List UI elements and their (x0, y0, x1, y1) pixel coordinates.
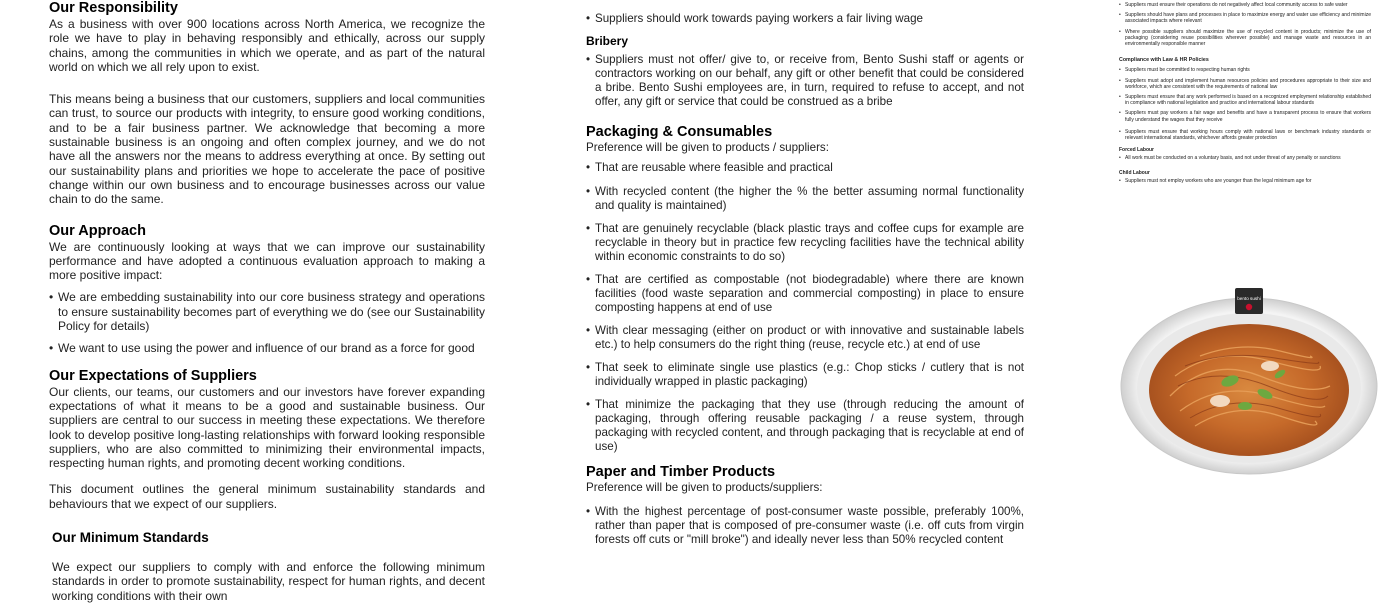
heading-forced-labour: Forced Labour (1119, 147, 1155, 154)
paragraph-minimum-standards: We expect our suppliers to comply with and enforce the following minimum standards in order to promote sustainability, respect for human rights, and decent working conditions with their own (52, 560, 485, 603)
left-column (49, 0, 485, 603)
packaging-item-single-use-plastics: • That seek to eliminate single use plastics (e.g.: Chop sticks / cutlery that is not individually wrapped in plastic packaging) (586, 361, 1024, 389)
paragraph-document-outlines: This document outlines the general minimum sustainability standards and behaviours that we expect of our suppliers. (49, 482, 485, 511)
paragraph-expectations: Our clients, our teams, our customers and our investors have forever expanding expectations of what it means to be a good and sustainable business. Our suppliers are central to our success in meeting these expectations. We therefore look to develop positive long-lasting relationships with forward looking responsible suppliers, who are also committed to minimizing their environmental impacts, respecting human rights, and promoting decent working conditions. (49, 384, 485, 471)
heading-compliance-law: Compliance with Law & HR Policies (1119, 57, 1209, 64)
paragraph-responsibility: As a business with over 900 locations across North America, we recognize the role we have to play in behaving responsibly and ethically, across our supply chains, among the communities in which we operate, and as part of the natural world on which we all rely upon to exist. (49, 17, 485, 74)
paragraph-this-means: This means being a business that our customers, suppliers and local communities can trust, to source our products with integrity, to ensure good working conditions, and to be a fair business partner. We acknowledge that becoming a more sustainable business is an ongoing and often complex journey, and we do not have all the answers nor the means to address everything at once. By setting out our sustainability plans and priorities we hope to accelerate the pace of positive change within our own business and to encourage businesses across our value chain to do the same. (49, 92, 485, 207)
bullet-living-wage: • Suppliers should work towards paying workers a fair living wage (586, 12, 1024, 26)
bullet-energy-water: • Suppliers should have plans and processes in place to maximize energy and water use efficiency and minimize associated impacts where relevant (1119, 12, 1371, 24)
bullet-safe-water: • Suppliers must ensure their operations do not negatively affect local community access to safe water (1119, 2, 1371, 8)
bullet-bribery: • Suppliers must not offer/ give to, or receive from, Bento Sushi staff or agents or contractors working on our behalf, any gift or other benefit that could be considered a bribe. Bento Sushi employees are, in turn, required to refuse to accept, and not offer, any gift or service that could be construed as a bribe (586, 53, 1024, 109)
heading-child-labour: Child Labour (1119, 169, 1150, 176)
paper-preference-intro: Preference will be given to products/suppliers: (586, 481, 823, 494)
bullet-voluntary-basis: • All work must be conducted on a voluntary basis, and not under threat of any penalty or sanctions (1119, 155, 1371, 161)
bullet-working-hours: • Suppliers must ensure that working hours comply with national laws or benchmark industry standards or relevant international standards, whichever affords greater protection (1119, 129, 1371, 141)
bullet-fair-wage: • Suppliers must pay workers a fair wage and benefits and have a transparent process to ensure that workers fully understand the wages that they receive (1119, 110, 1371, 122)
bullet-brand-power: • We want to use using the power and influence of our brand as a force for good (49, 341, 485, 355)
heading-minimum-standards: Our Minimum Standards (52, 530, 209, 546)
middle-column (586, 0, 1024, 546)
bullet-human-rights: • Suppliers must be committed to respecting human rights (1119, 67, 1371, 73)
bullet-hr-policies: • Suppliers must adopt and implement human resources policies and procedures appropriate to their size and workforce, which are consistent with the requirements of national law (1119, 78, 1371, 90)
packaging-item-clear-messaging: • With clear messaging (either on product or with innovative and sustainable labels etc.) to help consumers do the right thing (reuse, recycle etc.) at end of use (586, 324, 1024, 352)
paper-item-post-consumer: • With the highest percentage of post-consumer waste possible, preferably 100%, rather than paper that is composed of pre-consumer waste (i.e. off cuts from virgin forests off cuts or "mill broke") and ideally never less than 50% recycled content (586, 505, 1024, 547)
heading-bribery: Bribery (586, 34, 629, 48)
heading-packaging-consumables: Packaging & Consumables (586, 124, 773, 140)
right-column (1119, 0, 1371, 280)
heading-our-approach: Our Approach (49, 222, 146, 239)
packaging-item-compostable: • That are certified as compostable (not biodegradable) where there are known facilities (food waste separation and commercial composting) in place to ensure composting happens at end of use (586, 273, 1024, 315)
bento-sushi-bowl-image (1120, 286, 1378, 476)
bullet-recycled-content: • Where possible suppliers should maximize the use of recycled content in products; minimize the use of packaging (considering reuse possibilities wherever possible) and manage waste and resources in an environmentally responsible manner (1119, 29, 1371, 48)
heading-paper-timber: Paper and Timber Products (586, 464, 776, 480)
packaging-item-recycled-content: • With recycled content (the higher the % the better assuming normal functionality and quality is maintained) (586, 185, 1024, 213)
packaging-preference-intro: Preference will be given to products / suppliers: (586, 141, 829, 154)
heading-expectations-of-suppliers: Our Expectations of Suppliers (49, 367, 257, 384)
packaging-item-recyclable: • That are genuinely recyclable (black plastic trays and coffee cups for example are recyclable in theory but in practice few recycling facilities have the technical ability within economic constraints to do so) (586, 222, 1024, 264)
paragraph-approach: We are continuously looking at ways that we can improve our sustainability performance and have adopted a continuous evaluation approach to making a more positive impact: (49, 239, 485, 283)
bento-label-text: bento sushi (1237, 296, 1261, 301)
bullet-embedding-sustainability: • We are embedding sustainability into our core business strategy and operations to ensure sustainability becomes part of everything we do (see our Sustainability Policy for details) (49, 290, 485, 333)
packaging-item-reusable: • That are reusable where feasible and practical (586, 161, 1024, 175)
bullet-employment-relationship: • Suppliers must ensure that any work performed is based on a recognized employment relationship established in compliance with national legislation and practice and international labour standards (1119, 94, 1371, 106)
bullet-minimum-age: • Suppliers must not employ workers who are younger than the legal minimum age for (1119, 178, 1371, 184)
heading-our-responsibility: Our Responsibility (49, 0, 178, 16)
packaging-item-minimize: • That minimize the packaging that they use (through reducing the amount of packaging, through offering reusable packaging / a reuse system, through packaging with recycled content, and through packaging that is recyclable at end of use) (586, 398, 1024, 454)
